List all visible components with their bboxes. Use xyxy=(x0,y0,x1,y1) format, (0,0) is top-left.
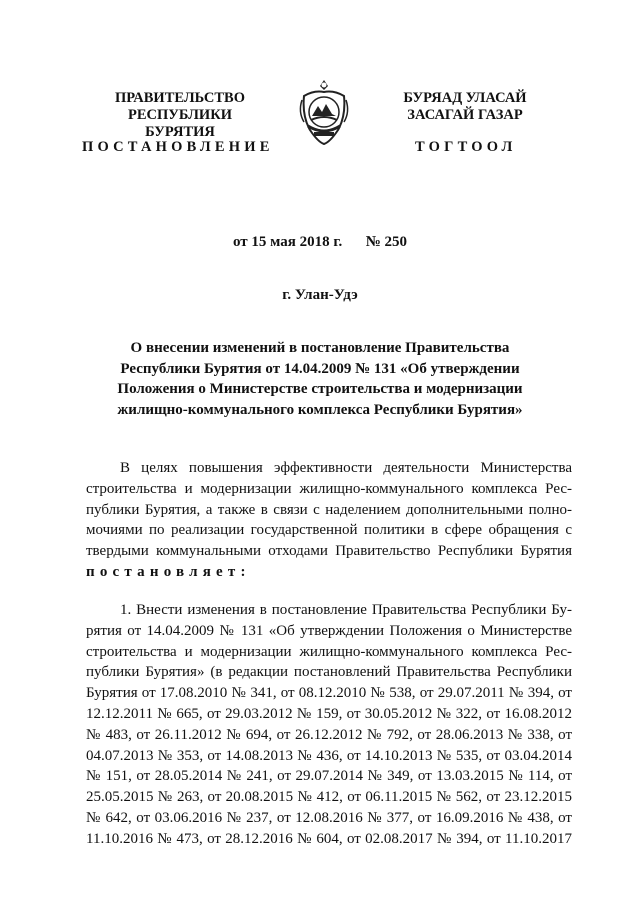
doc-number: № 250 xyxy=(365,234,408,250)
paragraph-item-1 xyxy=(86,600,572,850)
text-line: строительства и модернизации жилищно-коммунального комплекса Рес- xyxy=(86,480,572,497)
header-left xyxy=(95,90,265,141)
date-number-line xyxy=(0,234,640,251)
doc-subject xyxy=(0,338,640,420)
text-line: Бурятия от 17.08.2010 № 341, от 08.12.2010 № 538, от 29.07.2011 № 394, от xyxy=(86,685,572,702)
paragraph-preamble xyxy=(86,458,572,583)
header-left-line: РЕСПУБЛИКИ БУРЯТИЯ xyxy=(127,107,233,140)
text-line: № 642, от 03.06.2016 № 237, от 12.08.2016 № 377, от 16.09.2016 № 438, от xyxy=(86,809,572,826)
text-line: 04.07.2013 № 353, от 14.08.2013 № 436, от 14.10.2013 № 535, от 03.04.2014 xyxy=(86,747,572,764)
header-right xyxy=(380,90,550,124)
doc-type-bua: ТОГТООЛ xyxy=(415,139,517,155)
doc-type-ru: ПОСТАНОВЛЕНИЕ xyxy=(82,139,274,155)
text-line: 1. Внести изменения в постановление Правительства Республики Бу- xyxy=(120,602,572,618)
subject-line: О внесении изменений в постановление Правительства xyxy=(130,340,510,356)
text-line: публики Бурятия, а также в связи с наделением дополнительными полно- xyxy=(86,501,572,518)
text-line: публики Бурятия» (в редакции постановлений Правительства Республики xyxy=(86,664,572,681)
subject-line: жилищно-коммунального комплекса Республики Бурятия» xyxy=(117,401,523,418)
doc-city: г. Улан-Удэ xyxy=(282,287,358,303)
subject-line: Положения о Министерстве строительства и модернизации xyxy=(117,381,523,397)
text-line: рятия от 14.04.2009 № 131 «Об утверждении Положения о Министерстве xyxy=(86,622,572,639)
decree-word: постановляет: xyxy=(86,563,251,580)
header-right-line: ЗАСАГАЙ ГАЗАР xyxy=(407,107,523,123)
doc-date: от 15 мая 2018 г. xyxy=(232,234,343,250)
text-line: № 151, от 28.05.2014 № 241, от 29.07.2014 № 349, от 13.03.2015 № 114, от xyxy=(86,768,572,785)
text-line: 12.12.2011 № 665, от 29.03.2012 № 159, от 30.05.2012 № 322, от 16.08.2012 xyxy=(86,705,572,722)
text-line: № 483, от 26.11.2012 № 694, от 26.12.2012 № 792, от 28.06.2013 № 338, от xyxy=(86,726,572,743)
header-left-line: ПРАВИТЕЛЬСТВО xyxy=(115,90,245,106)
subject-line: Республики Бурятия от 14.04.2009 № 131 «Об утверждении xyxy=(120,360,520,377)
header-right-line: БУРЯАД УЛАСАЙ xyxy=(403,90,527,106)
text-line: твердыми коммунальными отходами Правительство Республики Бурятия xyxy=(86,543,572,560)
text-line: мочиями по реализации государственной политики в сфере обращения с xyxy=(86,522,572,539)
coat-of-arms-of-buryatia-icon xyxy=(296,76,352,146)
text-line: 25.05.2015 № 263, от 20.08.2015 № 412, от 06.11.2015 № 562, от 23.12.2015 xyxy=(86,789,572,806)
text-line: строительства и модернизации жилищно-коммунального комплекса Рес- xyxy=(86,643,572,660)
text-line: В целях повышения эффективности деятельности Министерства xyxy=(120,460,572,476)
text-line: 11.10.2016 № 473, от 28.12.2016 № 604, от 02.08.2017 № 394, от 11.10.2017 xyxy=(86,830,572,847)
